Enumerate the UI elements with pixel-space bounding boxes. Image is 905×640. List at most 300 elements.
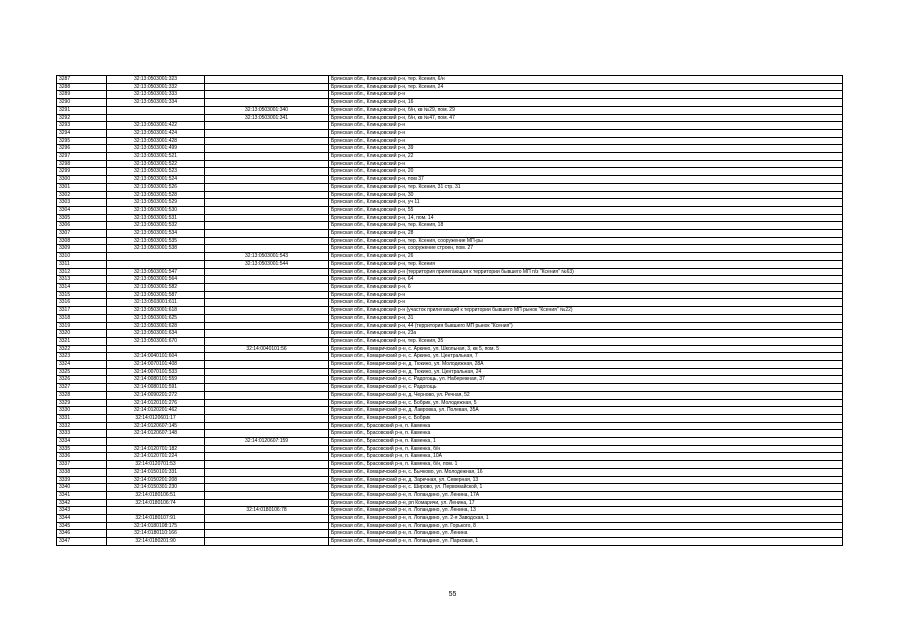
table-row [57,137,843,145]
address-cell: Брянская обл., Комаричский р-н, с. Аркино, ул. Центральная, 7 [329,353,843,361]
cadastral-number-cell: 32:14:0120601:17 [107,414,205,422]
cadastral-number-cell: 32:13:0503001:424 [107,129,205,137]
row-number-cell: 3321 [57,337,107,345]
table-row [57,183,843,191]
table-row [57,453,843,461]
building-cadastral-number-cell [205,530,329,538]
table-row [57,322,843,330]
cadastral-number-cell: 32:13:0503001:564 [107,276,205,284]
cadastral-number-cell: 32:13:0503001:531 [107,214,205,222]
registry-table [56,75,843,546]
table-row [57,538,843,546]
page-number: 55 [448,591,457,598]
cadastral-number-cell: 32:13:0503001:611 [107,299,205,307]
address-cell: Брянская обл., Клинцовский р-н [329,299,843,307]
table-row [57,299,843,307]
building-cadastral-number-cell [205,453,329,461]
table-row [57,206,843,214]
table-row [57,168,843,176]
building-cadastral-number-cell: 32:14:0180106:78 [205,507,329,515]
address-cell: Брянская обл., Клинцовский р-н, 39 [329,145,843,153]
row-number-cell: 3332 [57,422,107,430]
row-number-cell: 3346 [57,530,107,538]
address-cell: Брянская обл., Клинцовский р-н, тер. Ксения, сооружение МП-ры [329,237,843,245]
cadastral-number-cell: 32:14:0040101:604 [107,353,205,361]
row-number-cell: 3338 [57,468,107,476]
cadastral-number-cell: 32:14:0120201:462 [107,407,205,415]
cadastral-number-cell [107,345,205,353]
building-cadastral-number-cell [205,176,329,184]
row-number-cell: 3326 [57,376,107,384]
table-row [57,330,843,338]
building-cadastral-number-cell [205,407,329,415]
building-cadastral-number-cell [205,206,329,214]
building-cadastral-number-cell [205,91,329,99]
cadastral-number-cell: 32:13:0503001:534 [107,230,205,238]
table-row [57,76,843,84]
building-cadastral-number-cell [205,276,329,284]
cadastral-number-cell: 32:14:0120701:182 [107,445,205,453]
cadastral-number-cell: 32:14:0150101:331 [107,468,205,476]
cadastral-number-cell [107,114,205,122]
address-cell: Брянская обл., Комаричский р-н, с. Бычково, ул. Молодежная, 16 [329,468,843,476]
table-row [57,376,843,384]
address-cell: Брянская обл., Клинцовский р-н, сооружение строен, пом. 27 [329,245,843,253]
cadastral-number-cell: 32:14:0120701:53 [107,461,205,469]
cadastral-number-cell: 32:13:0503001:582 [107,283,205,291]
table-row [57,83,843,91]
table-row [57,353,843,361]
address-cell: Брянская обл., Комаричский р-н, п. Лопандино, ул. Ленина, 17А [329,491,843,499]
row-number-cell: 3295 [57,137,107,145]
address-cell: Брянская обл., Комаричский р-н, рп Комаричи, ул. Ленина, 17 [329,499,843,507]
building-cadastral-number-cell [205,376,329,384]
table-row [57,237,843,245]
table-row [57,160,843,168]
row-number-cell: 3299 [57,168,107,176]
address-cell: Брянская обл., Клинцовский р-н, 22 [329,153,843,161]
table-row [57,484,843,492]
cadastral-number-cell: 32:13:0503001:523 [107,168,205,176]
row-number-cell: 3300 [57,176,107,184]
row-number-cell: 3288 [57,83,107,91]
address-cell: Брянская обл., Комаричский р-н, д. Тюкино, ул. Молодежная, 28А [329,361,843,369]
address-cell: Брянская обл., Клинцовский р-н, 28 [329,230,843,238]
row-number-cell: 3345 [57,522,107,530]
cadastral-number-cell: 32:14:0180107:91 [107,515,205,523]
address-cell: Брянская обл., Брасовский р-н, п. Каменка, 1 [329,438,843,446]
row-number-cell: 3303 [57,199,107,207]
cadastral-number-cell: 32:14:0120607:145 [107,422,205,430]
address-cell: Брянская обл., Брасовский р-н, п. Каменка [329,422,843,430]
row-number-cell: 3335 [57,445,107,453]
table-row [57,361,843,369]
row-number-cell: 3343 [57,507,107,515]
table-row [57,491,843,499]
table-row [57,99,843,107]
address-cell: Брянская обл., Комаричский р-н, с. Бобрик [329,414,843,422]
table-row [57,391,843,399]
table-row [57,515,843,523]
cadastral-number-cell: 32:13:0503001:334 [107,99,205,107]
table-row [57,153,843,161]
table-row [57,368,843,376]
row-number-cell: 3287 [57,76,107,84]
building-cadastral-number-cell [205,384,329,392]
address-cell: Брянская обл., Клинцовский р-н, б/н, кв №47, пом. 47 [329,114,843,122]
row-number-cell: 3318 [57,314,107,322]
row-number-cell: 3329 [57,399,107,407]
cadastral-number-cell: 32:13:0503001:530 [107,206,205,214]
row-number-cell: 3319 [57,322,107,330]
building-cadastral-number-cell [205,476,329,484]
address-cell: Брянская обл., Клинцовский р-н [329,91,843,99]
address-cell: Брянская обл., Клинцовский р-н [329,160,843,168]
address-cell: Брянская обл., Клинцовский р-н, 30 [329,191,843,199]
row-number-cell: 3347 [57,538,107,546]
cadastral-number-cell: 32:14:0090201:272 [107,391,205,399]
cadastral-number-cell: 32:14:0070101:408 [107,361,205,369]
address-cell: Брянская обл., Клинцовский р-н, тер. Ксения [329,260,843,268]
table-row [57,499,843,507]
table-row [57,530,843,538]
address-cell: Брянская обл., Клинцовский р-н, 20 [329,168,843,176]
table-row [57,145,843,153]
row-number-cell: 3341 [57,491,107,499]
cadastral-number-cell: 32:14:0070101:533 [107,368,205,376]
table-row [57,91,843,99]
cadastral-number-cell: 32:13:0503001:547 [107,268,205,276]
row-number-cell: 3290 [57,99,107,107]
cadastral-number-cell: 32:14:0120607:148 [107,430,205,438]
address-cell: Брянская обл., Клинцовский р-н, тер. Ксения, 35 [329,337,843,345]
row-number-cell: 3339 [57,476,107,484]
building-cadastral-number-cell: 32:13:0503001:340 [205,106,329,114]
building-cadastral-number-cell: 32:14:0040101:56 [205,345,329,353]
address-cell: Брянская обл., Клинцовский р-н, б/н, кв №29, пом. 29 [329,106,843,114]
cadastral-number-cell [107,438,205,446]
row-number-cell: 3324 [57,361,107,369]
address-cell: Брянская обл., Клинцовский р-н, пом 37 [329,176,843,184]
building-cadastral-number-cell [205,399,329,407]
address-cell: Брянская обл., Комаричский р-н, п. Лопандино, ул. Горького, 8 [329,522,843,530]
row-number-cell: 3308 [57,237,107,245]
cadastral-number-cell [107,260,205,268]
address-cell: Брянская обл., Клинцовский р-н, 31 [329,314,843,322]
address-cell: Брянская обл., Клинцовский р-н [329,122,843,130]
row-number-cell: 3316 [57,299,107,307]
cadastral-number-cell: 32:13:0503001:332 [107,83,205,91]
cadastral-number-cell: 32:13:0503001:538 [107,245,205,253]
building-cadastral-number-cell [205,468,329,476]
cadastral-number-cell: 32:13:0503001:529 [107,199,205,207]
cadastral-number-cell: 32:13:0503001:522 [107,160,205,168]
address-cell: Брянская обл., Клинцовский р-н, тер. Ксения, 31 стр. 31 [329,183,843,191]
table-row [57,468,843,476]
address-cell: Брянская обл., Клинцовский р-н, тер. Ксения, 18 [329,222,843,230]
building-cadastral-number-cell [205,191,329,199]
building-cadastral-number-cell [205,515,329,523]
row-number-cell: 3294 [57,129,107,137]
address-cell: Брянская обл., Комаричский р-н, д. Лавровка, ул. Полевая, 35А [329,407,843,415]
address-cell: Брянская обл., Клинцовский р-н, 44 (территория бывшего МП рынок "Ксения") [329,322,843,330]
row-number-cell: 3331 [57,414,107,422]
building-cadastral-number-cell [205,199,329,207]
row-number-cell: 3342 [57,499,107,507]
address-cell: Брянская обл., Комаричский р-н, п. Лопандино, ул. Парковая, 1 [329,538,843,546]
row-number-cell: 3310 [57,253,107,261]
table-row [57,430,843,438]
building-cadastral-number-cell [205,230,329,238]
address-cell: Брянская обл., Комаричский р-н, с. Широво, ул. Первомайской, 1 [329,484,843,492]
cadastral-number-cell: 32:14:0150301:230 [107,484,205,492]
table-row [57,106,843,114]
row-number-cell: 3296 [57,145,107,153]
building-cadastral-number-cell [205,237,329,245]
row-number-cell: 3336 [57,453,107,461]
row-number-cell: 3292 [57,114,107,122]
cadastral-number-cell: 32:14:0150201:208 [107,476,205,484]
row-number-cell: 3322 [57,345,107,353]
row-number-cell: 3328 [57,391,107,399]
row-number-cell: 3305 [57,214,107,222]
table-row [57,445,843,453]
address-cell: Брянская обл., Клинцовский р-н (территория прилегающая к территории бывшего МП п/з "Ксения" №63) [329,268,843,276]
cadastral-number-cell: 32:13:0503001:422 [107,122,205,130]
row-number-cell: 3323 [57,353,107,361]
building-cadastral-number-cell [205,368,329,376]
row-number-cell: 3293 [57,122,107,130]
table-row [57,283,843,291]
address-cell: Брянская обл., Клинцовский р-н, 26 [329,253,843,261]
table-row [57,476,843,484]
row-number-cell: 3297 [57,153,107,161]
table-row [57,222,843,230]
address-cell: Брянская обл., Брасовский р-н, п. Каменка, б/н [329,445,843,453]
building-cadastral-number-cell [205,153,329,161]
building-cadastral-number-cell [205,361,329,369]
building-cadastral-number-cell [205,422,329,430]
row-number-cell: 3309 [57,245,107,253]
table-row [57,345,843,353]
cadastral-number-cell: 32:13:0503001:618 [107,307,205,315]
table-row [57,291,843,299]
table-row [57,268,843,276]
row-number-cell: 3313 [57,276,107,284]
building-cadastral-number-cell [205,222,329,230]
building-cadastral-number-cell [205,160,329,168]
building-cadastral-number-cell [205,76,329,84]
table-row [57,337,843,345]
table-row [57,191,843,199]
address-cell: Брянская обл., Комаричский р-н, с. Радогощь, ул. Набережная, 37 [329,376,843,384]
cadastral-number-cell [107,507,205,515]
address-cell: Брянская обл., Клинцовский р-н, 6 [329,283,843,291]
table-row [57,507,843,515]
table-row [57,414,843,422]
table-row [57,122,843,130]
building-cadastral-number-cell [205,353,329,361]
cadastral-number-cell: 32:13:0503001:628 [107,322,205,330]
row-number-cell: 3314 [57,283,107,291]
row-number-cell: 3302 [57,191,107,199]
table-row [57,253,843,261]
row-number-cell: 3333 [57,430,107,438]
cadastral-number-cell: 32:14:0180108:175 [107,522,205,530]
address-cell: Брянская обл., Комаричский р-н, с. Аркино, ул. Школьная, 3, кв 5, пом. 5 [329,345,843,353]
building-cadastral-number-cell [205,291,329,299]
building-cadastral-number-cell [205,145,329,153]
building-cadastral-number-cell [205,499,329,507]
building-cadastral-number-cell [205,245,329,253]
building-cadastral-number-cell [205,322,329,330]
table-row [57,276,843,284]
building-cadastral-number-cell [205,430,329,438]
table-row [57,129,843,137]
building-cadastral-number-cell [205,283,329,291]
table-row [57,260,843,268]
row-number-cell: 3301 [57,183,107,191]
table-row [57,407,843,415]
building-cadastral-number-cell: 32:13:0503001:544 [205,260,329,268]
cadastral-number-cell: 32:13:0503001:526 [107,183,205,191]
address-cell: Брянская обл., Комаричский р-н, с. Радогощь [329,384,843,392]
table-row [57,314,843,322]
table-row [57,214,843,222]
table-row [57,199,843,207]
building-cadastral-number-cell [205,330,329,338]
address-cell: Брянская обл., Клинцовский р-н, тер. Ксения, 24 [329,83,843,91]
building-cadastral-number-cell: 32:14:0120607:159 [205,438,329,446]
address-cell: Брянская обл., Комаричский р-н, д. Черново, ул. Речная, 52 [329,391,843,399]
address-cell: Брянская обл., Клинцовский р-н, 64 [329,276,843,284]
row-number-cell: 3312 [57,268,107,276]
building-cadastral-number-cell [205,538,329,546]
building-cadastral-number-cell [205,299,329,307]
address-cell: Брянская обл., Комаричский р-н, п. Лопандино, ул. Ленина, 13 [329,507,843,515]
cadastral-number-cell: 32:13:0503001:535 [107,237,205,245]
address-cell: Брянская обл., Клинцовский р-н, 23а [329,330,843,338]
address-cell: Брянская обл., Клинцовский р-н [329,291,843,299]
address-cell: Брянская обл., Клинцовский р-н, 16 [329,99,843,107]
address-cell: Брянская обл., Клинцовский р-н (участок прилегающий к территории бывшего МП рынок "Ксения" №22) [329,307,843,315]
row-number-cell: 3325 [57,368,107,376]
building-cadastral-number-cell [205,83,329,91]
cadastral-number-cell: 32:13:0503001:323 [107,76,205,84]
address-cell: Брянская обл., Брасовский р-н, п. Каменка [329,430,843,438]
cadastral-number-cell: 32:13:0503001:499 [107,145,205,153]
cadastral-number-cell: 32:13:0503001:634 [107,330,205,338]
building-cadastral-number-cell [205,307,329,315]
building-cadastral-number-cell [205,214,329,222]
row-number-cell: 3344 [57,515,107,523]
cadastral-number-cell [107,253,205,261]
row-number-cell: 3306 [57,222,107,230]
building-cadastral-number-cell [205,461,329,469]
address-cell: Брянская обл., Клинцовский р-н [329,129,843,137]
cadastral-number-cell [107,106,205,114]
table-row [57,307,843,315]
address-cell: Брянская обл., Клинцовский р-н, тер. Ксения, 6/н [329,76,843,84]
row-number-cell: 3320 [57,330,107,338]
row-number-cell: 3291 [57,106,107,114]
row-number-cell: 3334 [57,438,107,446]
building-cadastral-number-cell [205,522,329,530]
cadastral-number-cell: 32:13:0503001:524 [107,176,205,184]
address-cell: Брянская обл., Брасовский р-н, п. Каменка, 10А [329,453,843,461]
row-number-cell: 3315 [57,291,107,299]
building-cadastral-number-cell: 32:13:0503001:341 [205,114,329,122]
table-row [57,230,843,238]
cadastral-number-cell: 32:13:0503001:521 [107,153,205,161]
building-cadastral-number-cell [205,129,329,137]
table-row [57,245,843,253]
building-cadastral-number-cell [205,445,329,453]
cadastral-number-cell: 32:13:0503001:528 [107,191,205,199]
table-row [57,114,843,122]
cadastral-number-cell: 32:13:0503001:532 [107,222,205,230]
table-row [57,438,843,446]
row-number-cell: 3327 [57,384,107,392]
building-cadastral-number-cell [205,484,329,492]
row-number-cell: 3337 [57,461,107,469]
table-row [57,176,843,184]
building-cadastral-number-cell [205,268,329,276]
table-row [57,422,843,430]
building-cadastral-number-cell [205,99,329,107]
address-cell: Брянская обл., Клинцовский р-н [329,137,843,145]
building-cadastral-number-cell [205,414,329,422]
address-cell: Брянская обл., Комаричский р-н, п. Лопандино, ул. Ленина [329,530,843,538]
row-number-cell: 3304 [57,206,107,214]
cadastral-number-cell: 32:14:0180110:166 [107,530,205,538]
cadastral-number-cell: 32:14:0120701:224 [107,453,205,461]
cadastral-number-cell: 32:14:0180201:90 [107,538,205,546]
cadastral-number-cell: 32:13:0503001:625 [107,314,205,322]
address-cell: Брянская обл., Клинцовский р-н, уч 11 [329,199,843,207]
address-cell: Брянская обл., Брасовский р-н, п. Каменка, б/н, пом. 1 [329,461,843,469]
address-cell: Брянская обл., Комаричский р-н, с. Бобрик, ул. Молодежная, 5 [329,399,843,407]
row-number-cell: 3311 [57,260,107,268]
cadastral-number-cell: 32:14:0080101:559 [107,376,205,384]
address-cell: Брянская обл., Клинцовский р-н, 14, пом. 14 [329,214,843,222]
cadastral-number-cell: 32:14:0180106:51 [107,491,205,499]
row-number-cell: 3317 [57,307,107,315]
row-number-cell: 3298 [57,160,107,168]
building-cadastral-number-cell [205,314,329,322]
cadastral-number-cell: 32:13:0503001:670 [107,337,205,345]
building-cadastral-number-cell [205,491,329,499]
address-cell: Брянская обл., Клинцовский р-н, 55 [329,206,843,214]
building-cadastral-number-cell: 32:13:0503001:543 [205,253,329,261]
cadastral-number-cell: 32:13:0503001:587 [107,291,205,299]
building-cadastral-number-cell [205,337,329,345]
cadastral-number-cell: 32:14:0080101:591 [107,384,205,392]
building-cadastral-number-cell [205,391,329,399]
cadastral-number-cell: 32:13:0503001:428 [107,137,205,145]
cadastral-number-cell: 32:14:0180106:74 [107,499,205,507]
cadastral-number-cell: 32:13:0503001:333 [107,91,205,99]
row-number-cell: 3307 [57,230,107,238]
table-row [57,399,843,407]
address-cell: Брянская обл., Комаричский р-н, д. Тюкино, ул. Центральная, 24 [329,368,843,376]
registry-table-body [57,76,843,546]
building-cadastral-number-cell [205,183,329,191]
building-cadastral-number-cell [205,122,329,130]
row-number-cell: 3289 [57,91,107,99]
building-cadastral-number-cell [205,137,329,145]
table-row [57,461,843,469]
